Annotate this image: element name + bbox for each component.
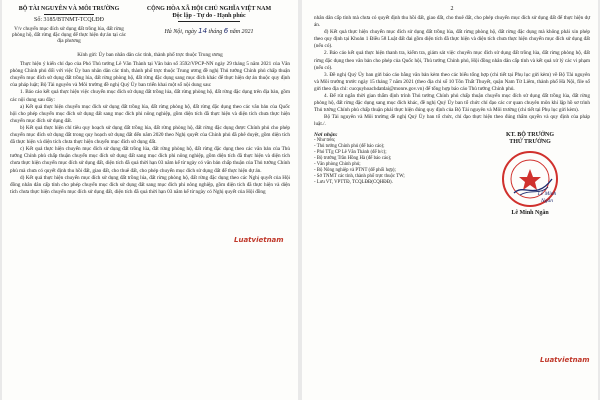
issue-date [128,28,290,36]
recipients-title: Nơi nhận: [314,131,338,138]
national-motto: Độc lập - Tự do - Hạnh phúc [172,13,246,19]
watermark: Luatvietnam [540,356,590,364]
signature-script: Lê Minh Ngân [537,190,557,204]
letter-body-continued [314,15,590,129]
document-header [10,6,290,44]
page-number: 2 [450,6,454,12]
body-paragraph: 3. Đề nghị Quý Ủy ban gửi báo cáo bằng văn bản kèm theo các biểu tổng hợp (chi tiết tại Phụ lục gửi kèm) về Bộ Tài nguyên và Môi trường trước ngày 15 tháng 7 năm 2021 (theo địa chỉ số 10 Tôn Thất Thuyết, quận Nam Từ Liêm, thành phố Hà Nội, file số gửi theo địa chỉ: cucquyhoachdatdai@monre.gov.vn) để tổng hợp báo cáo Thủ tướng Chính phủ. [314,71,590,92]
date-day: 14 [198,27,208,35]
letter-body [10,52,290,196]
national-block [128,6,290,44]
recipient-item: - Phó TTg CP Lê Văn Thành (để b/c); [314,149,387,155]
motto-rule [178,21,240,22]
body-paragraph: Bộ Tài nguyên và Môi trường đề nghị Quý Ủy ban tổ chức, chỉ đạo thực hiện theo đúng thẩm quyền và quy định của pháp luật./. [314,114,590,128]
date-year: năm 2021 [229,29,254,35]
ministry-name: BỘ TÀI NGUYÊN VÀ MÔI TRƯỜNG [18,6,120,12]
document-number: Số: 3185/BTNMT-TCQLĐĐ [34,17,104,23]
signature-area [314,132,590,217]
body-paragraph: 4. Để rút ngắn thời gian thẩm định trình Thủ tướng Chính phủ chấp thuận chuyển mục đích sử dụng đất trồng lúa, đất rừng phòng hộ, đất rừng đặc dụng sang mục đích khác, đề nghị Quý Ủy ban tổ chức chỉ đạo các cơ quan chuyên môn khi lập hồ sơ trình Thủ tướng Chính phủ chấp thuận phải thực hiện đúng quy định của Bộ Tài nguyên và Môi trường (chi tiết tại Phụ lục gửi kèm). [314,93,590,114]
national-title: CỘNG HÒA XÃ HỘI CHỦ NGHĨA VIỆT NAM [146,6,272,12]
body-paragraph: 2. Báo cáo kết quả thực hiện thanh tra, kiểm tra, giám sát việc chuyển mục đích sử dụng đất trồng lúa, đất rừng phòng hộ, đất rừng đặc dụng theo văn bản cho phép của Quốc hội, Thủ tướng Chính phủ, Hội đồng nhân dân cấp tỉnh và kết quả xử lý các vi phạm (nếu có). [314,50,590,71]
body-paragraph: 1. Báo cáo kết quả thực hiện việc chuyển mục đích sử dụng đất trồng lúa, đất rừng phòng hộ, đất rừng đặc dụng trên địa bàn, gồm các nội dung sau đây: [10,89,290,103]
recipient-item: - Sở TNMT các tỉnh, thành phố trực thuộc TW; [314,173,405,179]
header-rule [44,14,94,15]
body-paragraph: nhân dân cấp tỉnh mà chưa có quyết định thu hồi đất, giao đất, cho thuê đất, cho phép chuyển mục đích sử dụng đất để thực hiện dự án. [314,15,590,29]
watermark: Luatvietnam [234,236,284,244]
recipient-item: - Bộ trưởng Trần Hồng Hà (để báo cáo); [314,155,392,161]
signer-name: Lê Minh Ngân [511,209,549,216]
document-page-2 [302,0,598,400]
recipient-item: - Bộ Nông nghiệp và PTNT (để phối hợp); [314,167,396,173]
document-page-1 [2,0,298,400]
body-paragraph: a) Kết quả thực hiện chuyển mục đích sử dụng đất trồng lúa, đất rừng phòng hộ, đất rừng đặc dụng theo các văn bản của Quốc hội cho phép chuyển mục đích sử dụng đất sang mục đích phi nông nghiệp, gồm diện tích đã thực hiện và diện tích chưa thực hiện chuyển mục đích sử dụng đất. [10,103,290,124]
date-month: 6 [223,27,229,35]
recipient-item: - Như trên; [314,137,336,143]
recipient-line: Kính gửi: Ủy ban nhân dân các tỉnh, thành phố trực thuộc Trung ương [77,52,223,58]
recipients-list [314,132,434,217]
body-paragraph: b) Kết quả thực hiện chỉ tiêu quy hoạch sử dụng đất trồng lúa, đất rừng phòng hộ, đất rừng đặc dụng được Chính phủ cho phép chuyển mục đích sử dụng đất trong quy hoạch sử dụng đất đến năm 2020 theo Nghị quyết của Chính phủ đã phê duyệt, gồm diện tích đã thực hiện và diện tích chưa thực hiện chuyển mục đích sử dụng đất. [10,124,290,146]
recipient-item: - Thủ tướng Chính phủ (để báo cáo); [314,143,385,149]
signer-role: THỨ TRƯỞNG [509,138,551,145]
issuer-block [10,6,128,44]
body-paragraph: đ) Kết quả thực hiện chuyển mục đích sử dụng đất trồng lúa, đất rừng phòng hộ, đất rừng đặc dụng mà không phải xin phép theo quy định tại Khoản 1 Điều 58 Luật đất đai gồm diện tích đã thực hiện và diện tích chưa thực hiện chuyển mục đích sử dụng đất (nếu có). [314,29,590,50]
body-paragraph: c) Kết quả thực hiện chuyển mục đích sử dụng đất trồng lúa, đất rừng phòng hộ, đất rừng đặc dụng theo các văn bản của Thủ tướng Chính phủ chấp thuận chuyển mục đích sử dụng đất sang mục đích phi nông nghiệp, gồm diện tích đã thực hiện và diện tích chưa thực hiện chuyển mục đích sử dụng đất, diện tích đã quá thời hạn 03 năm kể từ ngày có văn bản chấp thuận của Thủ tướng Chính phủ mà chưa có quyết định thu hồi đất, giao đất, cho thuê đất, cho phép chuyển mục đích sử dụng đất để thực hiện dự án. [10,146,290,174]
official-seal [500,149,560,209]
signer-block [470,132,590,217]
recipient-item: - Văn phòng Chính phủ; [314,161,361,167]
document-subject: V/v chuyển mục đích sử dụng đất trồng lúa, đất rừng phòng hộ, đất rừng đặc dụng để thực hiện dự án tại các địa phương [11,26,127,44]
body-paragraph: d) Kết quả thực hiện chuyển mục đích sử dụng đất trồng lúa, đất rừng phòng hộ, đất rừng đặc dụng theo các Nghị quyết của Hội đồng nhân dân cấp tỉnh cho phép chuyển mục đích sử dụng đất sang mục đích phi nông nghiệp, gồm diện tích đã thực hiện và diện tích chưa thực hiện chuyển mục đích sử dụng đất, diện tích đã quá thời hạn 03 năm kể từ ngày có Nghị quyết của Hội đồng [10,174,290,195]
recipient-item: - Lưu VT, VPTTĐ, TCQLĐĐ(CQHĐĐ). [314,179,393,185]
date-month-label: tháng [208,29,223,35]
date-prefix: Hà Nội, ngày [164,29,197,35]
body-paragraph: Thực hiện ý kiến chỉ đạo của Phó Thủ tướng Lê Văn Thành tại Văn bản số 3592/VPCP-NN ngày 29 tháng 5 năm 2021 của Văn phòng Chính phủ đối với việc Ủy ban nhân dân các tỉnh, thành phố trực thuộc Trung ương đề nghị Thủ tướng Chính phủ chấp thuận chuyển mục đích sử dụng đất trồng lúa, đất rừng phòng hộ, đất rừng đặc dụng sang mục đích khác để thực hiện dự án thuộc quy định của pháp luật; Bộ Tài nguyên và Môi trường đề nghị Quý Ủy ban triển khai một số nội dung sau: [10,61,290,89]
signer-for: KT. BỘ TRƯỞNG [505,131,555,138]
